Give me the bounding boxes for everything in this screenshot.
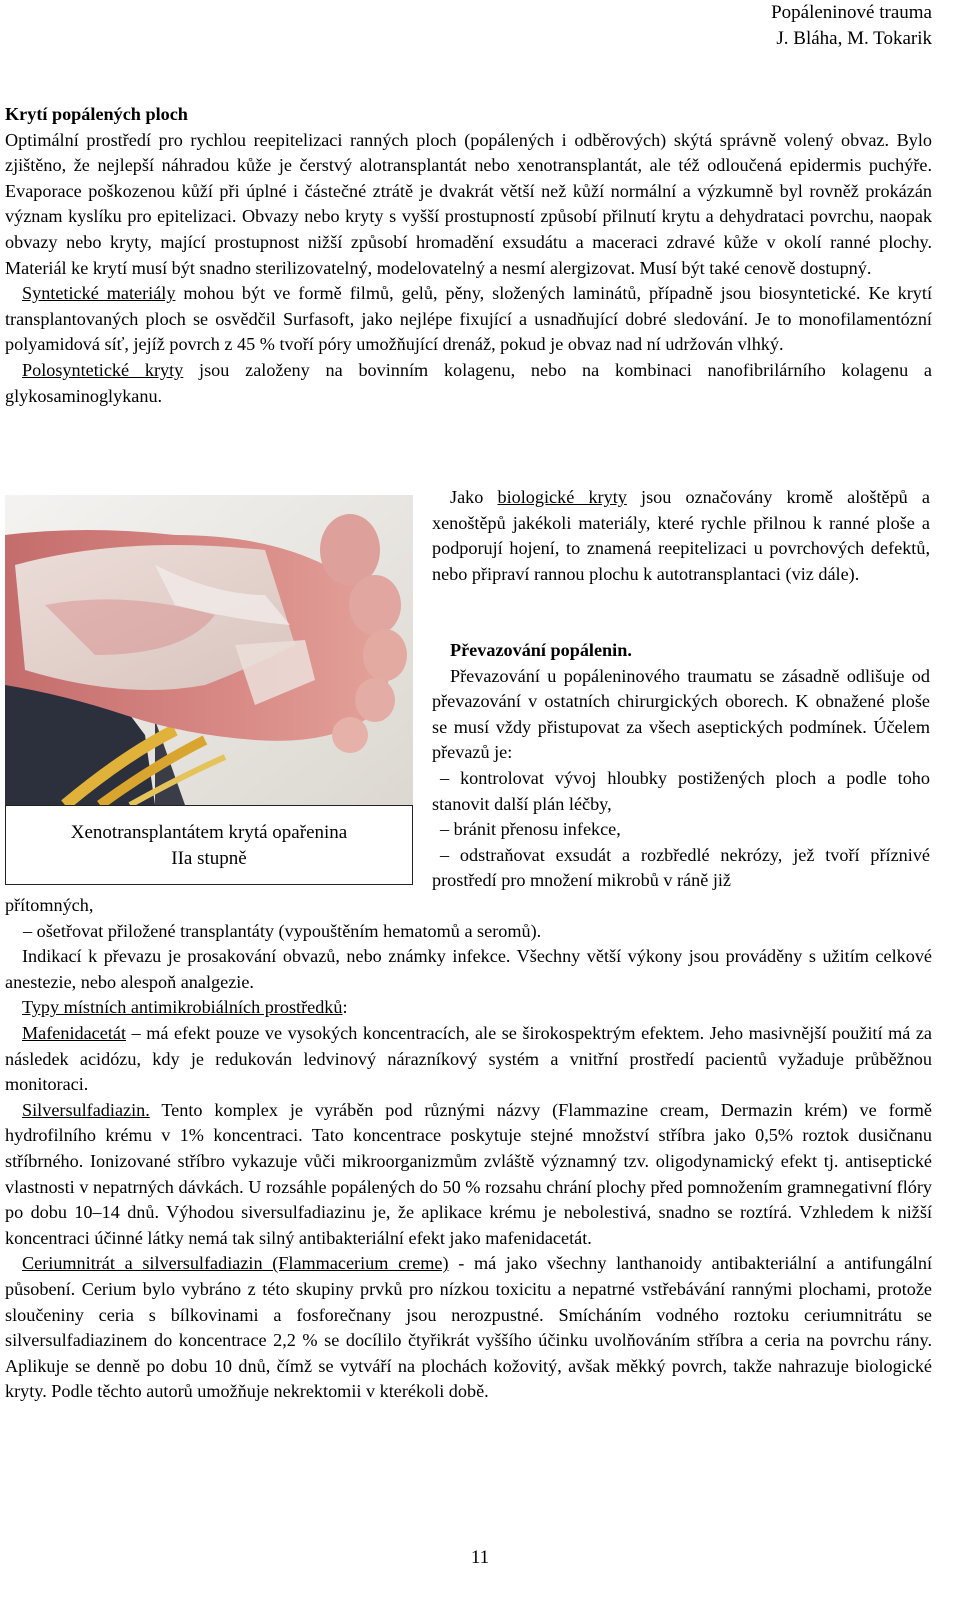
section-antimicrobial (5, 893, 932, 1405)
page-number: 11 (470, 1547, 490, 1568)
paragraph-indication: Indikací k převazu je prosakování obvazů, nebo známky infekce. Všechny větší výkony jsou prováděny s užitím celkové anestezie, nebo alespoň analgezie. (5, 946, 932, 992)
list-item-exudate-end: přítomných, (5, 895, 94, 915)
text-silver: Tento komplex je vyráběn pod různými názvy (Flammazine cream, Dermazin krém) ve formě hydrofilního krému v 1% koncentraci. Tato koncentrace poskytuje stejné množství stříbra jako 0,5% roztok dusičnanu stříbrného. Ionizované stříbro vykazuje vůči mikroorganizmům zvláště významný tzv. oligodynamický efekt tj. antiseptické vlastnosti v nepatrných dávkách. U rozsáhle popálených do 50 % rozsahu chrání plochy před pomnožením gramnegativní flóry po dobu 10–14 dnů. Výhodou siversulfadiazinu je, že aplikace krému je nebolestivá, snadno se roztírá. Vzhledem k nižší koncentraci účinné látky nemá tak silný antibakteriální efekt jako mafenidacetát. (5, 1099, 932, 1248)
right-column-dressing-change (432, 638, 930, 894)
right-column (432, 485, 930, 587)
text-biological: jsou označovány kromě aloštěpů a xenoštěpů jakékoli materiály, které rychle přilnou k ranné ploše a podporují hojení, to znamená reepitelizaci u povrchových defektů, nebo připraví rannou plochu k autotransplantaci (viz dále). (432, 487, 931, 584)
section-heading: Krytí popálených ploch (5, 104, 188, 124)
term-synthetic: Syntetické materiály (22, 283, 176, 304)
term-silver: Silversulfadiazin. (22, 1099, 150, 1120)
wound-photo (5, 495, 413, 805)
section-dressing (5, 102, 932, 409)
term-semisynthetic: Polosyntetické kryty (22, 359, 184, 380)
text-mafenide: – má efekt pouze ve vysokých koncentracích, ale se širokospektrým efektem. Jeho masivnější použití má za následek acidózu, kdy je redukován ledvinový nárazníkový systém a vnitřní prostředí pacientů vyžaduje průběžnou monitoraci. (5, 1022, 932, 1095)
paragraph-dressing-intro: Optimální prostředí pro rychlou reepitelizaci ranných ploch (popálených i odběrových) skýtá správně volený obvaz. Bylo zjištěno, že nejlepší náhradou kůže je čerstvý alotransplantát nebo xenotransplantát, ale též odloučená epidermis puchýře. Evaporace poškozenou kůží při úplné i částečné ztrátě je dvakrát větší než kůží normální a výzkumně byl rovněž prokázán význam kyslíku pro epitelizaci. Obvazy nebo kryty s vyšší prostupností způsobí přilnutí krytu a dehydrataci povrchu, naopak obvazy nebo kryty, mající prostupnost nižší způsobí hromadění exsudátu a maceraci zdravé kůže v okolí ranné plochy. Materiál ke krytí musí být snadno sterilizovatelný, modelovatelný a nesmí alergizovat. Musí být také cenově dostupný. (5, 129, 932, 278)
list-item-transplants: – ošetřovat přiložené transplantáty (vypouštěním hematomů a seromů). (23, 920, 542, 941)
paragraph-types (5, 995, 932, 1021)
paragraph-biological (432, 485, 930, 587)
term-mafenide: Mafenidacetát (22, 1022, 127, 1043)
term-types: Typy místních antimikrobiálních prostředků (22, 997, 343, 1018)
paragraph-dressing-change: Převazování u popáleninového traumatu se zásadně odlišuje od převazování v ostatních chirurgických oborech. K obnažené ploše se musí vždy přistupovat za všech aseptických podmínek. Účelem převazů je: (432, 665, 930, 763)
list-item-exudate: – odstraňovat exsudát a rozbředlé nekrózy, jež tvoří příznivé prostředí pro množení mikrobů v ráně již (432, 844, 930, 891)
paragraph-semisynthetic (5, 358, 932, 409)
heading-dressing-change: Převazování popálenin. (450, 640, 632, 660)
paragraph-mafenide (5, 1021, 932, 1098)
running-header (771, 0, 932, 52)
header-authors: J. Bláha, M. Tokarik (776, 28, 932, 49)
list-item-control: – kontrolovat vývoj hloubky postižených ploch a podle toho stanovit další plán léčby, (432, 767, 930, 814)
list-item-infection: – bránit přenosu infekce, (440, 819, 621, 840)
text-semisynthetic: jsou založeny na bovinním kolagenu, nebo na kombinaci nanofibrilárního kolagenu a glykosaminoglykanu. (5, 359, 933, 406)
term-cerium: Ceriumnitrát a silversulfadiazin (Flammacerium creme) (22, 1253, 449, 1274)
types-colon: : (342, 997, 348, 1018)
paragraph-silver (5, 1098, 932, 1252)
figure-caption (5, 805, 413, 885)
caption-line-2: IIa stupně (171, 848, 247, 869)
header-title: Popáleninové trauma (771, 2, 932, 23)
foot-illustration (5, 495, 413, 805)
text-cerium: - má jako všechny lanthanoidy antibakteriální a antifungální působení. Cerium bylo vybráno z této skupiny prvků pro nízkou toxicitu a nepatrné vstřebávání rannými plochami, protože sloučeniny ceria s bílkovinami a fosforečnany jsou nerozpustné. Smícháním vodného roztoku ceriumnitrátu se silversulfadiazinem do koncentrace 2,2 % se docílilo čtyřikrát vyššího účinku uvolňováním stříbra a ceria na povrchu rány. Aplikuje se denně po dobu 10 dnů, čímž se vytváří na plochách kožovitý, avšak měkký povrch, takže nahrazuje biologické kryty. Podle těchto autorů umožňuje nekrektomii v kterékoli době. (5, 1253, 932, 1402)
text-synthetic: mohou být ve formě filmů, gelů, pěny, složených laminátů, případně jsou biosyntetické. Ke krytí transplantovaných ploch se osvědčil Surfasoft, jako nejlépe fixující a usnadňující dobré sledování. Je to monofilamentózní polyamidová síť, jejíž povrch z 45 % tvoří póry umožňující drenáž, pokud je obvaz nad ní udržován vlhký. (5, 283, 932, 355)
caption-line-1: Xenotransplantátem krytá opařenina (70, 822, 348, 843)
text-bio-pre: Jako (450, 487, 498, 507)
term-biological: biologické kryty (497, 487, 627, 507)
paragraph-cerium (5, 1251, 932, 1405)
paragraph-synthetic (5, 281, 932, 358)
